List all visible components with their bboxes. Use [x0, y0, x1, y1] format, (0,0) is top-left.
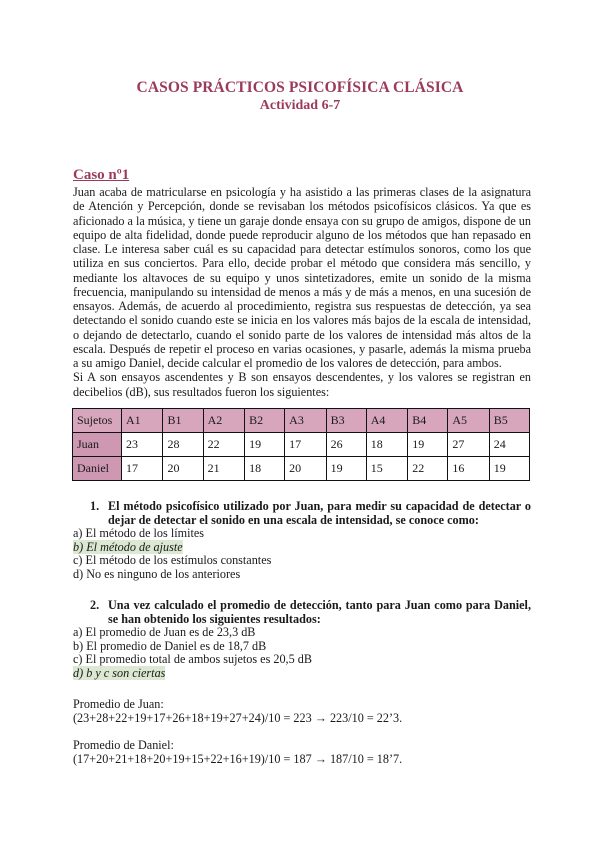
case-paragraph: Juan acaba de matricularse en psicología y ha asistido a las primeras clases de la asignatura de Atención y Percepción, donde se revisaban los métodos psicofísicos clásicos. Ya que es aficionado a la música, y tiene un garaje donde ensaya con su grupo de amigos, dispone de un equipo de alta fidelidad, donde puede reproducir alguno de los métodos que han repasado en clase. Le interesa saber cuál es su capacidad para detectar estímulos sonoros, como los que utiliza en sus conciertos. Para ello, decide probar el método que considera más sencillo, y mediante los altavoces de su equipo y unos sintetizadores, emite un sonido de la misma frecuencia, manipulando su intensidad de menos a más y de más a menos, en una sucesión de ensayos. Además, de acuerdo al procedimiento, registra sus respuestas de detección, ya sea detectando el sonido cuando este se inicia en los valores más bajos de la escala de intensidad, o dejando de detectarlo, cuando el sonido parte de los valores de intensidad más altos de la escala. Después de repetir el proceso en varias ocasiones, y pasarle, además la misma prueba a su amigo Daniel, decide calcular el promedio de los valores de detección, para ambos. [73, 185, 531, 370]
answer-option-highlighted [73, 667, 531, 681]
question-title [73, 500, 531, 527]
case-heading: Caso nº1 [73, 167, 130, 183]
table-cell: 18 [245, 457, 285, 481]
table-row-label: Juan [73, 433, 122, 457]
table-cell: 22 [408, 457, 448, 481]
table-cell: 28 [163, 433, 203, 457]
document-title: CASOS PRÁCTICOS PSICOFÍSICA CLÁSICA [136, 79, 464, 96]
table-cell: 26 [326, 433, 366, 457]
table-header-cell: Sujetos [73, 409, 122, 433]
question-number: 2. [90, 598, 100, 612]
case-paragraph-2: Si A son ensayos ascendentes y B son ensayos descendentes, y los valores se registran en decibelios (dB), sus resultados fueron los siguientes: [73, 370, 531, 399]
table-cell: 21 [203, 457, 244, 481]
table-header-cell: B2 [245, 409, 285, 433]
calc-formula: (23+28+22+19+17+26+18+19+27+24)/10 = 223 → 223/10 = 22’3. [73, 711, 403, 725]
question-text: El método psicofísico utilizado por Juan, para medir su capacidad de detectar o dejar de detectar el sonido en una escala de intensidad, se conoce como: [108, 499, 531, 527]
table-header-cell: B4 [408, 409, 448, 433]
table-header-row [73, 409, 530, 433]
table-cell: 17 [122, 457, 163, 481]
answer-option: d) No es ninguno de los anteriores [73, 566, 241, 581]
table-cell: 20 [163, 457, 203, 481]
question-number: 1. [90, 499, 100, 513]
results-table [72, 408, 530, 481]
question-1 [73, 500, 531, 582]
table-header-cell: B5 [489, 409, 529, 433]
answer-option-highlighted [73, 541, 531, 555]
table-header-cell: B3 [326, 409, 366, 433]
table-header-cell: A1 [122, 409, 163, 433]
table-cell: 18 [366, 433, 407, 457]
table-cell: 17 [285, 433, 326, 457]
table-row-label: Daniel [73, 457, 122, 481]
daniel-calculation [73, 738, 402, 766]
answer-option: c) El promedio total de ambos sujetos es 20,5 dB [73, 652, 312, 667]
document-subtitle: Actividad 6-7 [259, 98, 341, 113]
table-cell: 16 [448, 457, 489, 481]
table-cell: 23 [122, 433, 163, 457]
question-2 [73, 599, 531, 681]
table-header-cell: A3 [285, 409, 326, 433]
table-cell: 20 [285, 457, 326, 481]
table-header-cell: B1 [163, 409, 203, 433]
table-row-juan [73, 433, 530, 457]
question-text: Una vez calculado el promedio de detección, tanto para Juan como para Daniel, se han obtenido los siguientes resultados: [108, 598, 531, 626]
table-header-cell: A4 [366, 409, 407, 433]
juan-calculation [73, 697, 402, 725]
table-cell: 22 [203, 433, 244, 457]
table-cell: 27 [448, 433, 489, 457]
table-cell: 19 [326, 457, 366, 481]
answer-option: b) El promedio de Daniel es de 18,7 dB [73, 638, 267, 653]
question-title [73, 599, 531, 626]
answer-option: a) El método de los límites [73, 526, 204, 541]
highlight: d) b y c son ciertas [73, 665, 166, 680]
case-description [73, 185, 531, 399]
table-cell: 19 [245, 433, 285, 457]
highlight: b) El método de ajuste [73, 539, 183, 554]
calc-formula: (17+20+21+18+20+19+15+22+16+19)/10 = 187 → 187/10 = 18’7. [73, 752, 403, 766]
calc-label: Promedio de Juan: [73, 697, 164, 711]
table-cell: 19 [489, 457, 529, 481]
answer-option: c) El método de los estímulos constantes [73, 553, 272, 568]
table-header-cell: A5 [448, 409, 489, 433]
calc-label: Promedio de Daniel: [73, 738, 174, 752]
answer-option: a) El promedio de Juan es de 23,3 dB [73, 625, 256, 640]
table-cell: 15 [366, 457, 407, 481]
table-header-cell: A2 [203, 409, 244, 433]
table-cell: 19 [408, 433, 448, 457]
table-row-daniel [73, 457, 530, 481]
table-cell: 24 [489, 433, 529, 457]
